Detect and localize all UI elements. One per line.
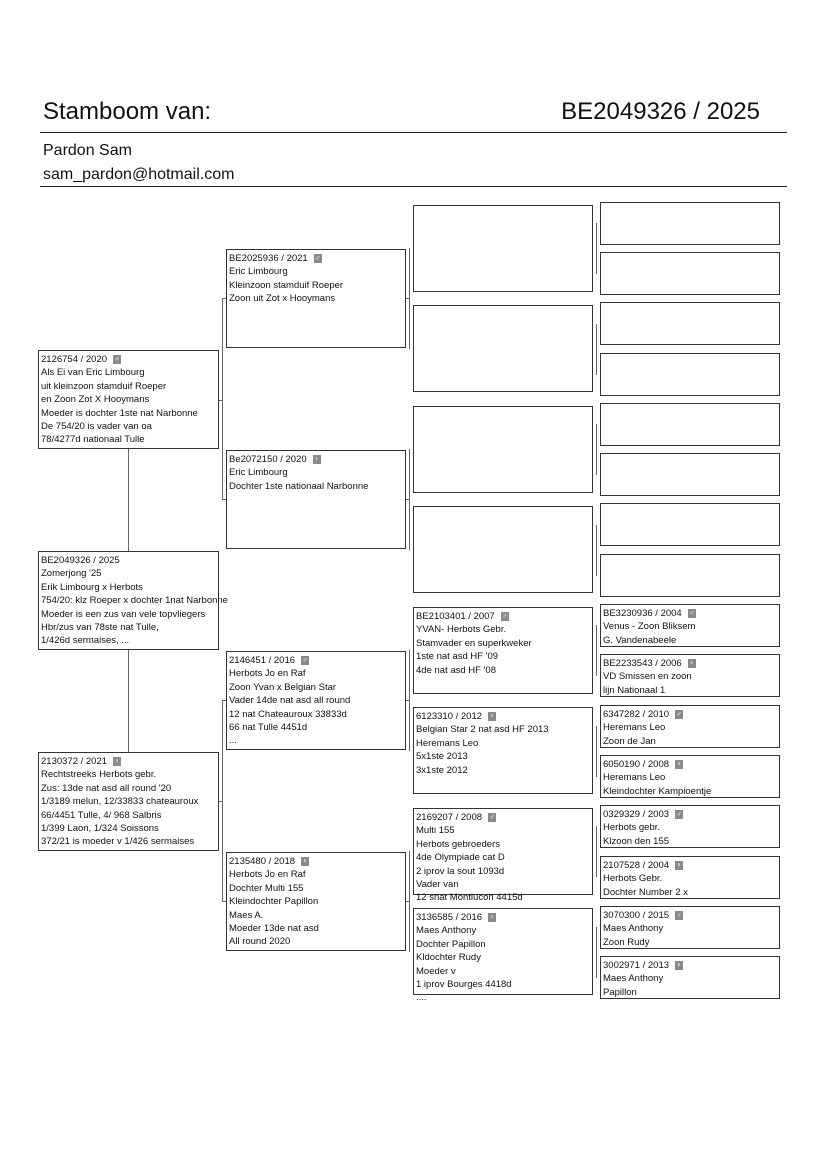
connector-line	[222, 700, 226, 701]
pigeon-info-line: 2 iprov la sout 1093d	[416, 865, 505, 877]
male-icon: ♂	[689, 609, 695, 617]
ring-number-text: 2130372 / 2021	[41, 756, 108, 767]
female-icon: ♀	[114, 757, 120, 765]
male-icon: ♂	[489, 813, 495, 821]
connector-line	[596, 826, 597, 877]
pigeon-info-line: Heremans Leo	[603, 722, 666, 734]
pigeon-info-line: Herbots gebroeders	[416, 838, 500, 850]
pedigree-box-mm[interactable]	[226, 852, 406, 951]
connector-line	[409, 851, 410, 952]
connector-line	[222, 298, 223, 500]
ring-number-text: BE2103401 / 2007	[416, 611, 495, 622]
pigeon-info-line: Heremans Leo	[416, 737, 479, 749]
pigeon-info-line: Maes Anthony	[416, 925, 477, 937]
connector-line	[222, 700, 223, 902]
pedigree-box-empty[interactable]	[600, 302, 780, 345]
pedigree-box-mf[interactable]	[226, 651, 406, 750]
female-icon: ♀	[676, 861, 682, 869]
pedigree-box-mmm[interactable]	[413, 908, 593, 1004]
pedigree-box-empty[interactable]	[600, 403, 780, 446]
pigeon-info-line: 12 snat Montlucon 4415d	[416, 892, 523, 904]
pedigree-box-mmf[interactable]	[413, 808, 593, 904]
pigeon-info-line: lijn Nationaal 1	[603, 684, 666, 696]
connector-line	[222, 298, 226, 299]
connector-line	[596, 424, 597, 475]
pigeon-info-line: Erik Limbourg x Herbots	[41, 581, 143, 593]
connector-line	[222, 499, 226, 500]
ring-number-title: BE2049326 / 2025	[561, 98, 760, 125]
pigeon-info-line: De 754/20 is vader van oa	[41, 421, 152, 433]
connector-line	[596, 927, 597, 978]
connector-line	[596, 223, 597, 274]
ring-number-text: Be2072150 / 2020	[229, 454, 307, 465]
pigeon-info-line: 66/4451 Tulle, 4/ 968 Salbris	[41, 809, 162, 821]
pigeon-info-line: Dochter Multi 155	[229, 882, 304, 894]
ring-number	[229, 855, 405, 868]
pigeon-info-line: Zoon Rudy	[603, 936, 650, 948]
pigeon-info-line: Dochter 1ste nationaal Narbonne	[229, 480, 369, 492]
ring-number	[229, 453, 405, 466]
pedigree-box-mmff[interactable]	[600, 805, 780, 848]
ring-number	[603, 657, 779, 670]
ring-number	[603, 959, 779, 972]
pedigree-box-empty[interactable]	[600, 252, 780, 295]
pigeon-info-line: Vader 14de nat asd all round	[229, 695, 351, 707]
male-icon: ♂	[315, 254, 321, 262]
pigeon-info-line: 3x1ste 2012	[416, 764, 468, 776]
pigeon-info-line: Klzoon den 155	[603, 835, 670, 847]
pigeon-info-line: Kleinzoon stamduif Roeper	[229, 279, 344, 291]
ring-number-text: 6050190 / 2008	[603, 759, 670, 770]
ring-number-text: BE3230936 / 2004	[603, 608, 682, 619]
ring-number-text: 6347282 / 2010	[603, 709, 670, 720]
pedigree-box-mmmm[interactable]	[600, 956, 780, 999]
pedigree-box-mfff[interactable]	[600, 604, 780, 647]
ring-number	[229, 252, 405, 265]
connector-line	[596, 525, 597, 576]
ring-number-text: 6123310 / 2012	[416, 711, 483, 722]
pigeon-info-line: 1/3189 melun, 12/33833 chateauroux	[41, 796, 199, 808]
ring-number	[41, 755, 218, 768]
pedigree-box-mother[interactable]	[38, 752, 219, 851]
pigeon-info-line: Als Ei van Eric Limbourg	[41, 367, 145, 379]
pedigree-box-empty[interactable]	[600, 554, 780, 597]
owner-email: sam_pardon@hotmail.com	[43, 166, 235, 183]
ring-number-text: BE2049326 / 2025	[41, 555, 120, 566]
pigeon-info-line: 4de nat asd HF '08	[416, 664, 496, 676]
connector-line	[409, 650, 410, 751]
pigeon-info-line: G. Vandenabeele	[603, 634, 677, 646]
pigeon-info-line: Herbots Gebr.	[603, 873, 663, 885]
ring-number-text: 2135480 / 2018	[229, 856, 296, 867]
pigeon-info-line: Eric Limbourg	[229, 266, 288, 278]
pigeon-info-line: 1/426d sermaises, ...	[41, 635, 130, 647]
ring-number	[603, 808, 779, 821]
pigeon-info-line: Herbots Jo en Raf	[229, 668, 306, 680]
pedigree-box-empty[interactable]	[413, 305, 593, 392]
ring-number	[603, 708, 779, 721]
ring-number-text: 3070300 / 2015	[603, 910, 670, 921]
pigeon-info-line: Moeder is dochter 1ste nat Narbonne	[41, 407, 198, 419]
pigeon-info-line: All round 2020	[229, 936, 291, 948]
pedigree-box-mmmf[interactable]	[600, 906, 780, 949]
pigeon-info-line: Zus: 13de nat asd all round '20	[41, 782, 172, 794]
female-icon: ♀	[302, 857, 308, 865]
ring-number	[603, 758, 779, 771]
pigeon-info-line: ...	[229, 735, 237, 747]
female-icon: ♀	[489, 712, 495, 720]
ring-number	[416, 811, 592, 824]
pigeon-info-line: ....	[416, 992, 427, 1004]
pigeon-info-line: Zoon de Jan	[603, 735, 656, 747]
pedigree-box-mfmf[interactable]	[600, 705, 780, 748]
pedigree-box-empty[interactable]	[600, 353, 780, 396]
pigeon-info-line: Multi 155	[416, 825, 455, 837]
pigeon-info-line: Dochter Number 2 x	[603, 886, 689, 898]
connector-line	[128, 449, 129, 551]
pigeon-info-line: Heremans Leo	[603, 772, 666, 784]
pigeon-info-line: 1ste nat asd HF '09	[416, 651, 499, 663]
pigeon-info-line: Maes Anthony	[603, 973, 664, 985]
pedigree-box-father[interactable]	[38, 350, 219, 449]
ring-number	[603, 859, 779, 872]
pedigree-box-fm[interactable]	[226, 450, 406, 549]
pigeon-info-line: Zomerjong '25	[41, 568, 102, 580]
pedigree-box-mmfm[interactable]	[600, 856, 780, 899]
pigeon-info-line: Eric Limbourg	[229, 467, 288, 479]
pedigree-box-empty[interactable]	[600, 453, 780, 496]
pigeon-info-line: 1 iprov Bourges 4418d	[416, 979, 512, 991]
pigeon-info-line: Zoon Yvan x Belgian Star	[229, 681, 337, 693]
owner-divider	[40, 186, 787, 187]
pigeon-info-line: Zoon uit Zot x Hooymans	[229, 293, 336, 305]
pigeon-info-line: Papillon	[603, 986, 637, 998]
pedigree-box-empty[interactable]	[413, 205, 593, 292]
pigeon-info-line: 372/21 is moeder v 1/426 sermaises	[41, 836, 195, 848]
owner-name: Pardon Sam	[43, 142, 132, 159]
pedigree-box-mfm[interactable]	[413, 707, 593, 794]
ring-number	[41, 554, 218, 567]
pigeon-info-line: en Zoon Zot X Hooymans	[41, 394, 150, 406]
pigeon-info-line: 754/20: klz Roeper x dochter 1nat Narbonne	[41, 595, 228, 607]
pigeon-info-line: uit kleinzoon stamduif Roeper	[41, 380, 167, 392]
pigeon-info-line: Stamvader en superkweker	[416, 637, 532, 649]
male-icon: ♂	[676, 710, 682, 718]
pedigree-box-empty[interactable]	[413, 406, 593, 493]
ring-number	[603, 607, 779, 620]
pigeon-info-line: Moeder is een zus van vele topvliegers	[41, 608, 206, 620]
pigeon-info-line: Belgian Star 2 nat asd HF 2013	[416, 724, 549, 736]
pedigree-box-mffm[interactable]	[600, 654, 780, 697]
pigeon-info-line: YVAN- Herbots Gebr.	[416, 624, 507, 636]
ring-number-text: 2146451 / 2016	[229, 655, 296, 666]
male-icon: ♂	[114, 355, 120, 363]
connector-line	[596, 625, 597, 676]
male-icon: ♂	[676, 810, 682, 818]
pedigree-box-empty[interactable]	[600, 503, 780, 546]
pedigree-box-subject[interactable]	[38, 551, 228, 650]
ring-number-text: 2126754 / 2020	[41, 354, 108, 365]
pigeon-info-line: 12 nat Chateauroux 33833d	[229, 708, 347, 720]
female-icon: ♀	[489, 913, 495, 921]
pigeon-info-line: Moeder 13de nat asd	[229, 923, 319, 935]
pigeon-info-line: VD Smissen en zoon	[603, 671, 692, 683]
pigeon-info-line: Herbots gebr.	[603, 822, 661, 834]
pigeon-info-line: Kleindochter Kampioentje	[603, 785, 712, 797]
pigeon-info-line: 66 nat Tulle 4451d	[229, 722, 308, 734]
ring-number	[229, 654, 405, 667]
pigeon-info-line: Maes Anthony	[603, 923, 664, 935]
pigeon-info-line: 4de Olympiade cat D	[416, 852, 505, 864]
ring-number-text: 3136585 / 2016	[416, 912, 483, 923]
pigeon-info-line: Kldochter Rudy	[416, 952, 481, 964]
pedigree-box-ff[interactable]	[226, 249, 406, 348]
female-icon: ♀	[676, 961, 682, 969]
ring-number	[416, 911, 592, 924]
female-icon: ♀	[676, 760, 682, 768]
pigeon-info-line: 1/399 Laon, 1/324 Soissons	[41, 823, 159, 835]
male-icon: ♂	[676, 911, 682, 919]
connector-line	[409, 449, 410, 550]
ring-number-text: 2107528 / 2004	[603, 860, 670, 871]
ring-number	[41, 353, 218, 366]
ring-number-text: 0329329 / 2003	[603, 809, 670, 820]
ring-number	[416, 610, 592, 623]
pedigree-box-empty[interactable]	[413, 506, 593, 593]
page-title: Stamboom van:	[43, 98, 212, 125]
connector-line	[596, 726, 597, 777]
connector-line	[409, 248, 410, 349]
female-icon: ♀	[314, 455, 320, 463]
header-divider	[40, 132, 787, 133]
pedigree-box-mff[interactable]	[413, 607, 593, 694]
pedigree-box-mfmm[interactable]	[600, 755, 780, 798]
male-icon: ♂	[502, 612, 508, 620]
pigeon-info-line: Maes A.	[229, 909, 264, 921]
pigeon-info-line: 78/4277d nationaal Tulle	[41, 434, 145, 446]
ring-number	[416, 710, 592, 723]
pigeon-info-line: Vader van	[416, 879, 459, 891]
ring-number-text: BE2233543 / 2006	[603, 658, 682, 669]
pedigree-box-empty[interactable]	[600, 202, 780, 245]
connector-line	[222, 901, 226, 902]
pigeon-info-line: Moeder v	[416, 965, 456, 977]
ring-number	[603, 909, 779, 922]
pigeon-info-line: Dochter Papillon	[416, 938, 486, 950]
pigeon-info-line: Venus - Zoon Bliksem	[603, 621, 696, 633]
male-icon: ♂	[302, 656, 308, 664]
ring-number-text: BE2025936 / 2021	[229, 253, 308, 264]
pigeon-info-line: Rechtstreeks Herbots gebr.	[41, 769, 157, 781]
pigeon-info-line: Hbr/zus van 78ste nat Tulle,	[41, 622, 159, 634]
connector-line	[596, 324, 597, 375]
ring-number-text: 2169207 / 2008	[416, 812, 483, 823]
female-icon: ♀	[689, 659, 695, 667]
connector-line	[128, 650, 129, 752]
pigeon-info-line: Kleindochter Papillon	[229, 896, 319, 908]
pigeon-info-line: Herbots Jo en Raf	[229, 869, 306, 881]
ring-number-text: 3002971 / 2013	[603, 960, 670, 971]
pigeon-info-line: 5x1ste 2013	[416, 751, 468, 763]
